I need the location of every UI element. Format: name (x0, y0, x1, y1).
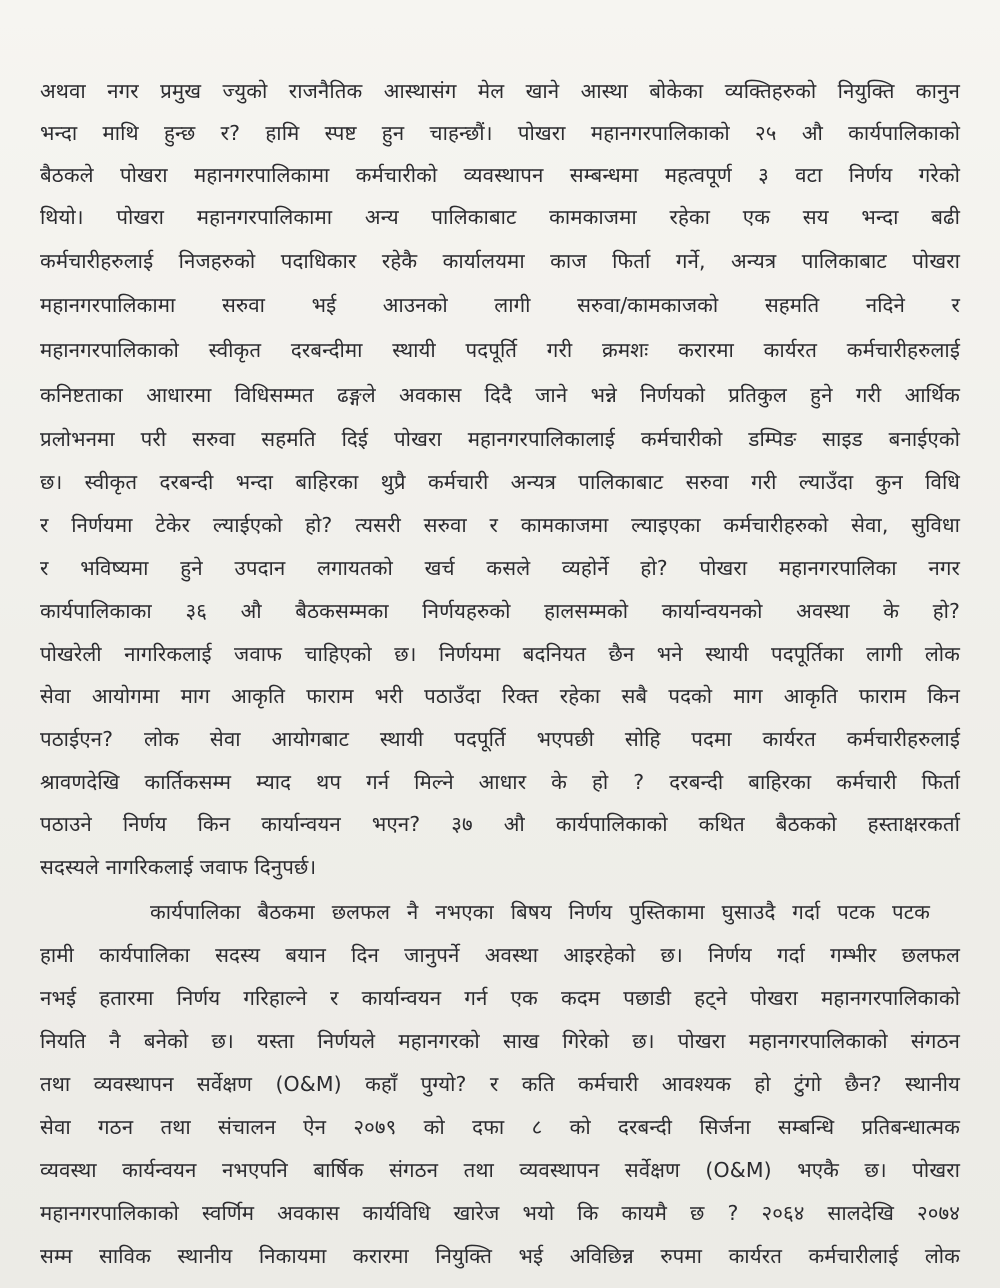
text-line: र भविष्यमा हुने उपदान लगायतको खर्च कसले व्यहोर्ने हो? पोखरा महानगरपालिका नगर (40, 556, 960, 580)
text-line: सेवा आयोगमा माग आकृति फाराम भरी पठाउँदा रिक्त रहेका सबै पदको माग आकृति फाराम किन (40, 684, 960, 708)
text-line: अथवा नगर प्रमुख ज्युको राजनैतिक आस्थासंग मेल खाने आस्था बोकेका व्यक्तिहरुको नियुक्ति कानुन (40, 79, 960, 103)
text-line: सदस्यले नागरिकलाई जवाफ दिनुपर्छ। (40, 855, 317, 879)
text-line: पोखरेली नागरिकलाई जवाफ चाहिएको छ। निर्णयमा बदनियत छैन भने स्थायी पदपूर्तिका लागी लोक (40, 642, 960, 666)
text-line: सेवा गठन तथा संचालन ऐन २०७९ को दफा ८ को दरबन्दी सिर्जना सम्बन्धि प्रतिबन्धात्मक (40, 1115, 960, 1139)
text-line: महानगरपालिकामा सरुवा भई आउनको लागी सरुवा/कामकाजको सहमति नदिने र (40, 293, 960, 317)
text-line: प्रलोभनमा परी सरुवा सहमति दिई पोखरा महानगरपालिकालाई कर्मचारीको डम्पिङ साइड बनाईएको (40, 427, 960, 451)
text-line: भन्दा माथि हुन्छ र? हामि स्पष्ट हुन चाहन्छौं। पोखरा महानगरपालिकाको २५ औ कार्यपालिकाको (40, 121, 960, 145)
text-line: थियो। पोखरा महानगरपालिकामा अन्य पालिकाबाट कामकाजमा रहेका एक सय भन्दा बढी (40, 205, 960, 229)
text-line: कार्यपालिकाका ३६ औ बैठकसम्मका निर्णयहरुको हालसम्मको कार्यान्वयनको अवस्था के हो? (40, 599, 960, 623)
text-line: तथा व्यवस्थापन सर्वेक्षण (O&M) कहाँ पुग्यो? र कति कर्मचारी आवश्यक हो टुंगो छैन? स्थानीय (40, 1072, 960, 1096)
text-line: हामी कार्यपालिका सदस्य बयान दिन जानुपर्ने अवस्था आइरहेको छ। निर्णय गर्दा गम्भीर छलफल (40, 943, 960, 967)
text-line: कनिष्टताका आधारमा विधिसम्मत ढङ्गले अवकास दिदै जाने भन्ने निर्णयको प्रतिकुल हुने गरी आर्थिक (40, 383, 960, 407)
text-line: व्यवस्था कार्यन्वयन नभएपनि बार्षिक संगठन तथा व्यवस्थापन सर्वेक्षण (O&M) भएकै छ। पोखरा (40, 1158, 960, 1182)
text-line: छ। स्वीकृत दरबन्दी भन्दा बाहिरका थुप्रै कर्मचारी अन्यत्र पालिकाबाट सरुवा गरी ल्याउँदा कुन विधि (40, 470, 960, 494)
text-line: पठाउने निर्णय किन कार्यान्वयन भएन? ३७ औ कार्यपालिकाको कथित बैठकको हस्ताक्षरकर्ता (40, 812, 960, 836)
text-line: पठाईएन? लोक सेवा आयोगबाट स्थायी पदपूर्ति भएपछी सोहि पदमा कार्यरत कर्मचारीहरुलाई (40, 727, 960, 751)
text-line: बैठकले पोखरा महानगरपालिकामा कर्मचारीको व्यवस्थापन सम्बन्धमा महत्वपूर्ण ३ वटा निर्णय गरेको (40, 163, 960, 187)
text-line: नियति नै बनेको छ। यस्ता निर्णयले महानगरको साख गिरेको छ। पोखरा महानगरपालिकाको संगठन (40, 1029, 960, 1053)
text-line: र निर्णयमा टेकेर ल्याईएको हो? त्यसरी सरुवा र कामकाजमा ल्याइएका कर्मचारीहरुको सेवा, सुविधा (40, 513, 960, 537)
text-line: महानगरपालिकाको स्वर्णिम अवकास कार्यविधि खारेज भयो कि कायमै छ ? २०६४ सालदेखि २०७४ (40, 1201, 960, 1225)
text-line: कार्यपालिका बैठकमा छलफल नै नभएका बिषय निर्णय पुस्तिकामा घुसाउदै गर्दा पटक पटक (150, 900, 930, 924)
text-line: कर्मचारीहरुलाई निजहरुको पदाधिकार रहेकै कार्यालयमा काज फिर्ता गर्ने, अन्यत्र पालिकाबाट पोखरा (40, 249, 960, 273)
text-line: नभई हतारमा निर्णय गरिहाल्ने र कार्यान्वयन गर्न एक कदम पछाडी हट्ने पोखरा महानगरपालिकाको (40, 986, 960, 1010)
text-line: सम्म साविक स्थानीय निकायमा करारमा नियुक्ति भई अविछिन्न रुपमा कार्यरत कर्मचारीलाई लोक (40, 1244, 960, 1268)
text-line: श्रावणदेखि कार्तिकसम्म म्याद थप गर्न मिल्ने आधार के हो ? दरबन्दी बाहिरका कर्मचारी फिर्ता (40, 770, 960, 794)
text-line: महानगरपालिकाको स्वीकृत दरबन्दीमा स्थायी पदपूर्ति गरी क्रमशः करारमा कार्यरत कर्मचारीहरुलाई (40, 338, 960, 362)
